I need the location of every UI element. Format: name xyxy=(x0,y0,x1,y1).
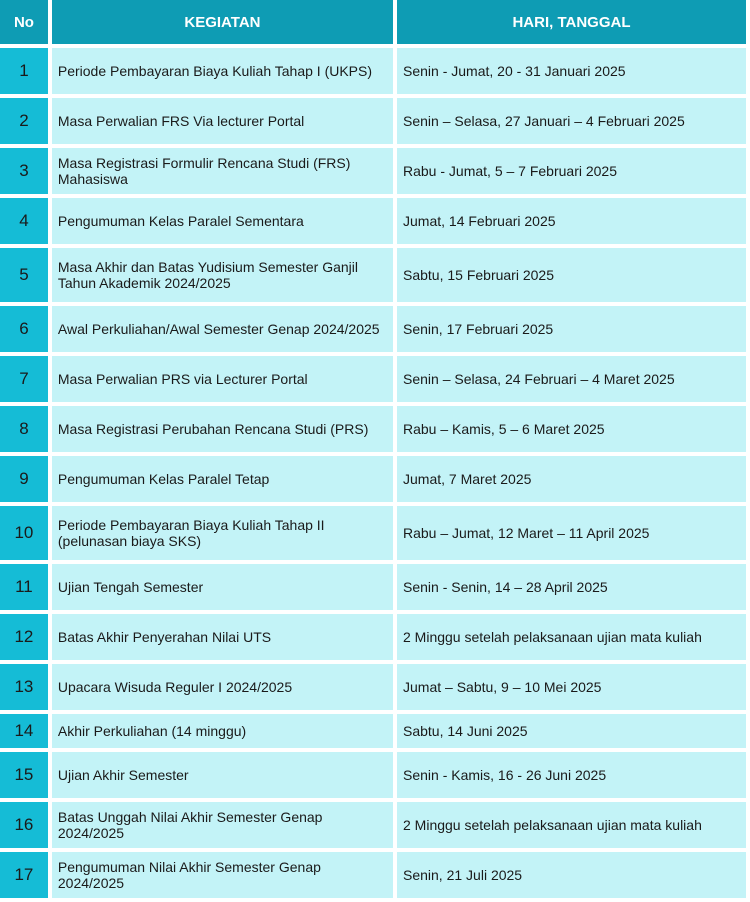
row-kegiatan: Awal Perkuliahan/Awal Semester Genap 2024/2025 xyxy=(52,306,393,352)
row-tanggal: Rabu - Jumat, 5 – 7 Februari 2025 xyxy=(397,148,746,194)
row-number: 2 xyxy=(0,98,48,144)
row-kegiatan: Akhir Perkuliahan (14 minggu) xyxy=(52,714,393,748)
row-kegiatan: Masa Akhir dan Batas Yudisium Semester Ganjil Tahun Akademik 2024/2025 xyxy=(52,248,393,302)
row-tanggal: Rabu – Kamis, 5 – 6 Maret 2025 xyxy=(397,406,746,452)
row-kegiatan: Periode Pembayaran Biaya Kuliah Tahap II (pelunasan biaya SKS) xyxy=(52,506,393,560)
header-kegiatan: KEGIATAN xyxy=(52,0,393,44)
row-number: 8 xyxy=(0,406,48,452)
row-number: 17 xyxy=(0,852,48,898)
table-row xyxy=(0,356,746,402)
table-row xyxy=(0,48,746,94)
row-tanggal: Jumat, 14 Februari 2025 xyxy=(397,198,746,244)
row-kegiatan: Pengumuman Kelas Paralel Tetap xyxy=(52,456,393,502)
row-number: 12 xyxy=(0,614,48,660)
row-number: 7 xyxy=(0,356,48,402)
table-row xyxy=(0,614,746,660)
row-kegiatan: Pengumuman Nilai Akhir Semester Genap 2024/2025 xyxy=(52,852,393,898)
row-number: 3 xyxy=(0,148,48,194)
row-tanggal: Sabtu, 14 Juni 2025 xyxy=(397,714,746,748)
row-tanggal: 2 Minggu setelah pelaksanaan ujian mata kuliah xyxy=(397,614,746,660)
row-number: 5 xyxy=(0,248,48,302)
row-number: 13 xyxy=(0,664,48,710)
header-hari-tanggal: HARI, TANGGAL xyxy=(397,0,746,44)
row-number: 15 xyxy=(0,752,48,798)
table-row xyxy=(0,564,746,610)
row-kegiatan: Masa Perwalian FRS Via lecturer Portal xyxy=(52,98,393,144)
row-kegiatan: Ujian Tengah Semester xyxy=(52,564,393,610)
row-kegiatan: Masa Registrasi Perubahan Rencana Studi (PRS) xyxy=(52,406,393,452)
row-number: 16 xyxy=(0,802,48,848)
row-tanggal: Senin – Selasa, 24 Februari – 4 Maret 2025 xyxy=(397,356,746,402)
row-tanggal: 2 Minggu setelah pelaksanaan ujian mata kuliah xyxy=(397,802,746,848)
table-row xyxy=(0,456,746,502)
row-tanggal: Senin - Kamis, 16 - 26 Juni 2025 xyxy=(397,752,746,798)
row-tanggal: Senin, 21 Juli 2025 xyxy=(397,852,746,898)
row-tanggal: Rabu – Jumat, 12 Maret – 11 April 2025 xyxy=(397,506,746,560)
table-row xyxy=(0,306,746,352)
row-kegiatan: Upacara Wisuda Reguler I 2024/2025 xyxy=(52,664,393,710)
row-number: 11 xyxy=(0,564,48,610)
table-row xyxy=(0,752,746,798)
table-row xyxy=(0,802,746,848)
row-number: 4 xyxy=(0,198,48,244)
row-number: 6 xyxy=(0,306,48,352)
row-kegiatan: Masa Registrasi Formulir Rencana Studi (FRS) Mahasiswa xyxy=(52,148,393,194)
header-no: No xyxy=(0,0,48,44)
row-kegiatan: Masa Perwalian PRS via Lecturer Portal xyxy=(52,356,393,402)
row-tanggal: Senin - Senin, 14 – 28 April 2025 xyxy=(397,564,746,610)
table-row xyxy=(0,198,746,244)
row-tanggal: Senin – Selasa, 27 Januari – 4 Februari 2025 xyxy=(397,98,746,144)
row-number: 1 xyxy=(0,48,48,94)
table-row xyxy=(0,248,746,302)
row-tanggal: Jumat – Sabtu, 9 – 10 Mei 2025 xyxy=(397,664,746,710)
row-tanggal: Senin, 17 Februari 2025 xyxy=(397,306,746,352)
row-kegiatan: Batas Akhir Penyerahan Nilai UTS xyxy=(52,614,393,660)
table-row xyxy=(0,714,746,748)
row-number: 14 xyxy=(0,714,48,748)
table-row xyxy=(0,506,746,560)
row-kegiatan: Ujian Akhir Semester xyxy=(52,752,393,798)
row-kegiatan: Batas Unggah Nilai Akhir Semester Genap 2024/2025 xyxy=(52,802,393,848)
row-kegiatan: Periode Pembayaran Biaya Kuliah Tahap I (UKPS) xyxy=(52,48,393,94)
row-tanggal: Senin - Jumat, 20 - 31 Januari 2025 xyxy=(397,48,746,94)
table-row xyxy=(0,98,746,144)
table-row xyxy=(0,148,746,194)
row-tanggal: Sabtu, 15 Februari 2025 xyxy=(397,248,746,302)
table-row xyxy=(0,406,746,452)
table-header-row xyxy=(0,0,746,44)
row-kegiatan: Pengumuman Kelas Paralel Sementara xyxy=(52,198,393,244)
row-number: 10 xyxy=(0,506,48,560)
table-row xyxy=(0,664,746,710)
row-number: 9 xyxy=(0,456,48,502)
row-tanggal: Jumat, 7 Maret 2025 xyxy=(397,456,746,502)
table-row xyxy=(0,852,746,898)
